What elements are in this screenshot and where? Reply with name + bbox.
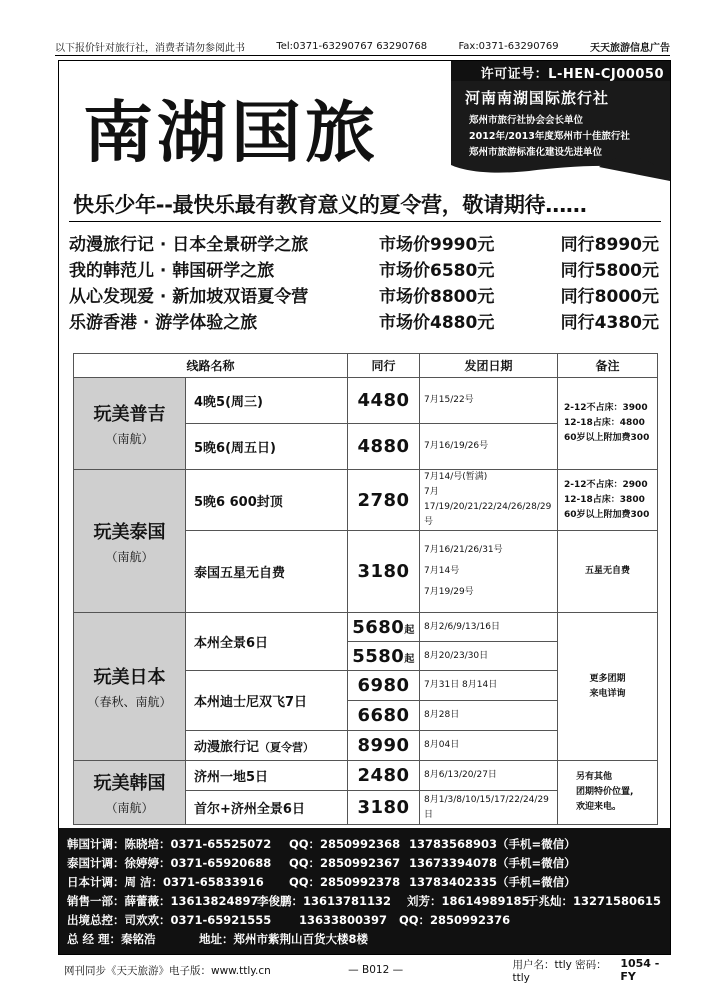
promo-name: 我的韩范儿 · 韩国研学之旅 xyxy=(69,260,275,281)
route-title: 5晚6 600封顶 xyxy=(186,470,348,531)
route-dates: 8月20/23/30日 xyxy=(420,642,558,671)
promo-peer-price: 同行5800元 xyxy=(560,260,659,281)
region-name: 玩美普吉 xyxy=(93,404,166,425)
route-note xyxy=(558,613,658,761)
note-line: 来电详询 xyxy=(589,688,626,699)
route-price: 3180 xyxy=(348,531,420,613)
credential-item: 郑州市旅行社协会会长单位 xyxy=(469,115,584,126)
contact-row xyxy=(67,853,664,872)
route-title: 4晚5(周三) xyxy=(186,378,348,424)
top-fax: Fax:0371-63290769 xyxy=(458,41,559,52)
route-price: 2480 xyxy=(348,761,420,791)
contact-row xyxy=(67,872,664,891)
region-cell xyxy=(74,378,186,470)
contact-qq: QQ：2850992367 xyxy=(289,855,401,870)
column-header: 线路名称 xyxy=(74,354,348,378)
note-line: 更多团期 xyxy=(589,673,626,684)
route-dates: 7月31日 8月14日 xyxy=(420,671,558,701)
route-price xyxy=(348,613,420,642)
company-name: 河南南湖国际旅行社 xyxy=(465,89,610,107)
credentials xyxy=(469,113,669,161)
region-airline: （南航） xyxy=(105,801,154,815)
top-tel: Tel:0371-63290767 63290768 xyxy=(276,41,428,52)
route-price: 6980 xyxy=(348,671,420,701)
date-line: 7月14号 xyxy=(424,566,460,576)
promo-name: 从心发现爱 · 新加坡双语夏令营 xyxy=(69,286,309,307)
route-dates: 8月1/3/8/10/15/17/22/24/29日 xyxy=(420,791,558,825)
promo-item xyxy=(69,255,659,281)
top-notice-bar xyxy=(55,38,670,56)
contact-panel xyxy=(59,828,670,954)
footer-issue: 1054 -FY xyxy=(620,957,660,983)
route-title: 本州迪士尼双飞7日 xyxy=(186,671,348,731)
region-cell xyxy=(74,470,186,613)
export-control-row xyxy=(67,910,664,929)
region-airline: （南航） xyxy=(105,549,154,564)
route-title: 济州一地5日 xyxy=(186,761,348,791)
footer-page: — B012 — xyxy=(348,964,404,976)
note-line: 团期特价位置, xyxy=(576,787,634,797)
route-dates: 8月28日 xyxy=(420,701,558,731)
route-dates: 7月15/22号 xyxy=(420,378,558,424)
route-title: 泰国五星无自费 xyxy=(186,531,348,613)
footer-sync: 网刊同步《天天旅游》电子版：www.ttly.cn xyxy=(64,964,271,977)
promo-peer-price: 同行8000元 xyxy=(560,286,659,307)
date-line: 7月17/19/20/21/22/24/26/28/29号 xyxy=(424,487,552,527)
manager-row xyxy=(67,929,664,948)
ad-frame xyxy=(58,60,671,955)
credential-item: 郑州市旅游标准化建设先进单位 xyxy=(469,147,603,158)
column-header: 备注 xyxy=(558,354,658,378)
route-note xyxy=(558,761,658,825)
table-row xyxy=(74,613,658,642)
table-header-row xyxy=(74,354,658,378)
promo-name: 乐游香港 · 游学体验之旅 xyxy=(69,312,258,333)
export-control-qq: QQ：2850992376 xyxy=(399,912,511,927)
contact-mobile: 13783402335（手机=微信） xyxy=(409,874,576,889)
table-row xyxy=(74,761,658,791)
promo-list xyxy=(69,229,659,333)
price-value: 5580 xyxy=(352,645,405,667)
contact-person: 韩国计调：陈晓培：0371-65525072 xyxy=(67,836,272,851)
contact-row xyxy=(67,834,664,853)
top-brand: 天天旅游信息广告 xyxy=(590,43,670,54)
promo-peer-price: 同行8990元 xyxy=(560,234,659,255)
price-suffix: 起 xyxy=(404,624,415,636)
route-dates: 8月6/13/20/27日 xyxy=(420,761,558,791)
date-line: 7月19/29号 xyxy=(424,587,474,597)
credential-item: 2012年/2013年度郑州市十佳旅行社 xyxy=(469,131,630,142)
region-airline: （春秋、南航） xyxy=(87,695,172,709)
company-address: 地址：郑州市紫荆山百货大楼8楼 xyxy=(199,931,368,946)
contact-person: 泰国计调：徐婷婷：0371-65920688 xyxy=(67,855,272,870)
date-line: 7月16/21/26/31号 xyxy=(424,545,503,555)
region-cell xyxy=(74,761,186,825)
route-dates: 7月16/19/26号 xyxy=(420,424,558,470)
table-row xyxy=(74,470,658,531)
contact-qq: QQ：2850992368 xyxy=(289,836,401,851)
route-title: 首尔+济州全景6日 xyxy=(186,791,348,825)
promo-item xyxy=(69,281,659,307)
route-price: 2780 xyxy=(348,470,420,531)
promo-market-price: 市场价8800元 xyxy=(379,286,495,307)
ad-header xyxy=(59,61,670,181)
column-header: 同行 xyxy=(348,354,420,378)
region-name: 玩美韩国 xyxy=(93,773,166,794)
route-price: 4880 xyxy=(348,424,420,470)
promo-market-price: 市场价4880元 xyxy=(379,312,495,333)
sales-contact: 于兆灿：13271580615 xyxy=(527,893,662,908)
route-title xyxy=(186,731,348,761)
divider xyxy=(69,221,661,222)
price-value: 5680 xyxy=(352,616,405,638)
note-line: 12-18占床：3800 xyxy=(564,494,645,505)
column-header: 发团日期 xyxy=(420,354,558,378)
promo-peer-price: 同行4380元 xyxy=(560,312,659,333)
footer-login: 用户名：ttly 密码：ttly xyxy=(512,958,607,984)
manager-name: 总 经 理：秦铭浩 xyxy=(67,931,156,946)
contact-person: 日本计调：周 洁：0371-65833916 xyxy=(67,874,264,889)
route-price: 8990 xyxy=(348,731,420,761)
route-tag: （夏令营） xyxy=(259,741,315,754)
route-dates: 8月04日 xyxy=(420,731,558,761)
region-name: 玩美泰国 xyxy=(93,521,166,543)
route-price: 6680 xyxy=(348,701,420,731)
promo-market-price: 市场价9990元 xyxy=(379,234,495,255)
promo-name: 动漫旅行记 · 日本全景研学之旅 xyxy=(69,234,309,255)
region-airline: （南航） xyxy=(105,432,154,446)
contact-mobile: 13783568903（手机=微信） xyxy=(409,836,576,851)
note-line: 2-12不占床：2900 xyxy=(564,479,648,490)
promo-market-price: 市场价6580元 xyxy=(379,260,495,281)
export-control-mobile: 13633800397 xyxy=(299,912,388,927)
sales-row xyxy=(67,891,664,910)
route-table xyxy=(73,353,658,825)
date-line: 7月14/号(暂满) xyxy=(424,472,488,482)
route-dates: 8月2/6/9/13/16日 xyxy=(420,613,558,642)
route-title-text: 动漫旅行记 xyxy=(194,740,260,755)
contact-mobile: 13673394078（手机=微信） xyxy=(409,855,576,870)
region-name: 玩美日本 xyxy=(93,667,166,688)
headline: 快乐少年--最快乐最有教育意义的夏令营，敬请期待…… xyxy=(73,193,587,217)
note-line: 60岁以上附加费300 xyxy=(564,433,650,443)
region-cell xyxy=(74,613,186,761)
export-control: 出境总控：司欢欢：0371-65921555 xyxy=(67,912,272,927)
promo-item xyxy=(69,229,659,255)
sales-contact: 李俊鹏：13613781132 xyxy=(257,893,392,908)
note-line: 2-12不占床：3900 xyxy=(564,403,648,413)
route-note xyxy=(558,470,658,531)
sales-contact: 刘芳：18614989185 xyxy=(407,893,530,908)
route-note: 五星无自费 xyxy=(558,531,658,613)
license-number: 许可证号：L-HEN-CJ00050 xyxy=(480,67,664,82)
price-suffix: 起 xyxy=(404,653,415,665)
route-dates xyxy=(420,470,558,531)
route-title: 5晚6(周五日) xyxy=(186,424,348,470)
note-line: 欢迎来电。 xyxy=(576,802,622,812)
route-price xyxy=(348,642,420,671)
route-price: 3180 xyxy=(348,791,420,825)
table-row xyxy=(74,378,658,424)
note-line: 60岁以上附加费300 xyxy=(564,509,650,520)
promo-item xyxy=(69,307,659,333)
route-title: 本州全景6日 xyxy=(186,613,348,671)
contact-qq: QQ：2850992378 xyxy=(289,874,401,889)
route-note xyxy=(558,378,658,470)
page-footer xyxy=(58,958,673,982)
note-line: 12-18占床：4800 xyxy=(564,418,645,428)
route-dates xyxy=(420,531,558,613)
sales-contact: 销售一部：薛蕾薇：13613824897 xyxy=(67,893,259,908)
note-line: 另有其他 xyxy=(576,772,613,782)
company-logo: 南湖国旅 xyxy=(83,92,379,172)
route-price: 4480 xyxy=(348,378,420,424)
top-notice: 以下报价针对旅行社，消费者请勿参阅此书 xyxy=(55,43,245,54)
